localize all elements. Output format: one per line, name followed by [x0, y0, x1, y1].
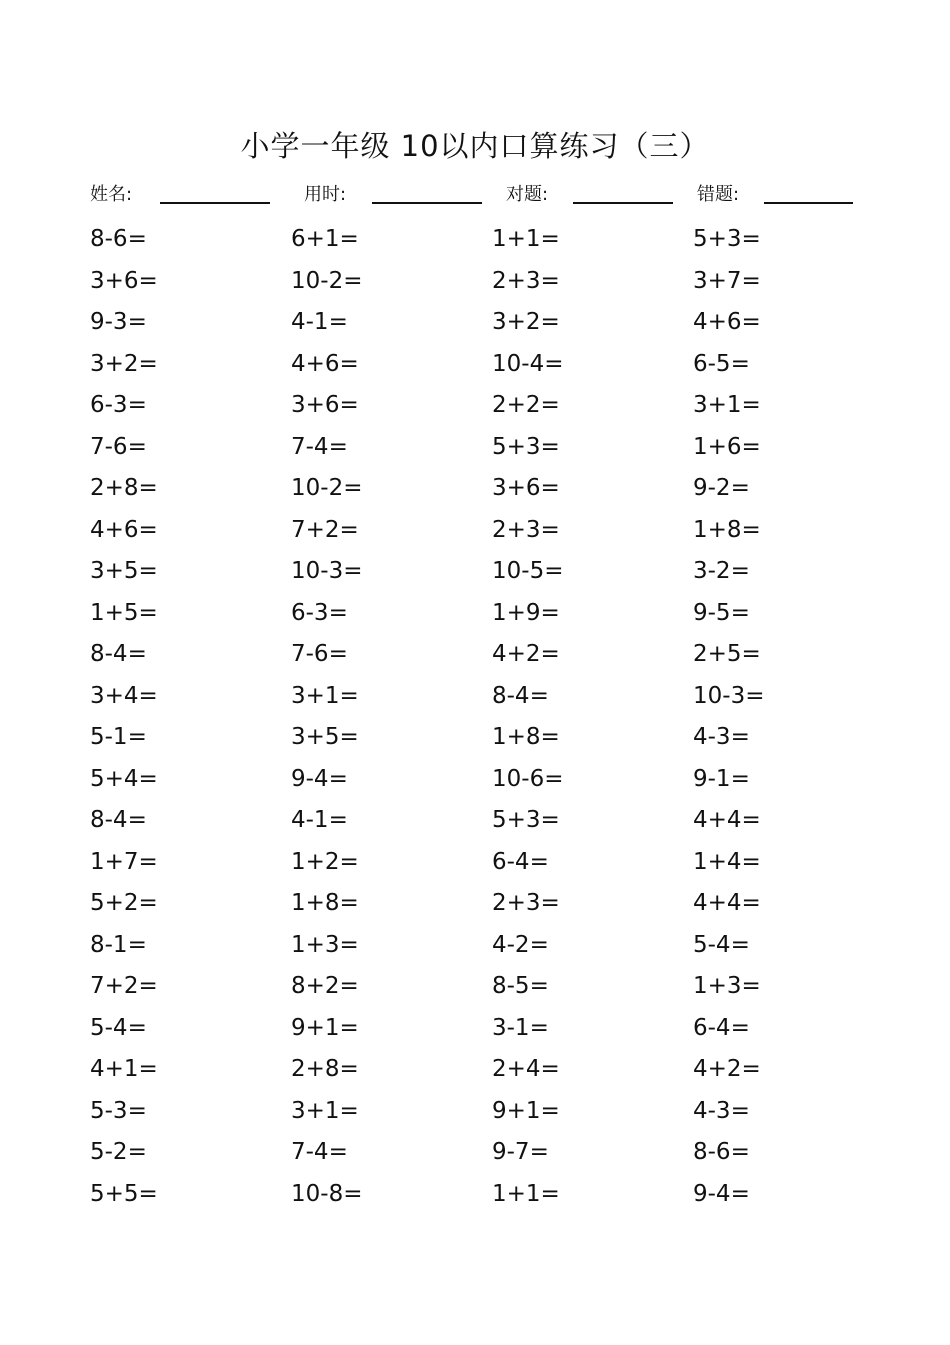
wrong-blank-line[interactable] — [764, 202, 853, 204]
math-problem: 9-1= — [693, 765, 750, 792]
math-problem: 2+3= — [492, 890, 560, 916]
problem-row — [0, 1139, 950, 1169]
math-problem: 1+9= — [492, 599, 560, 626]
math-problem: 10-2= — [291, 475, 363, 501]
math-problem: 10-5= — [492, 558, 564, 584]
correct-blank-line[interactable] — [573, 202, 673, 204]
problem-row — [0, 641, 950, 671]
math-problem: 4-3= — [693, 724, 750, 750]
math-problem: 4+6= — [693, 309, 761, 335]
math-problem: 5-3= — [90, 1097, 147, 1124]
math-problem: 9-7= — [492, 1139, 549, 1165]
problem-row — [0, 890, 950, 920]
math-problem: 1+7= — [90, 848, 158, 875]
math-problem: 4-1= — [291, 807, 348, 833]
math-problem: 2+4= — [492, 1056, 560, 1082]
math-problem: 3+1= — [291, 1097, 359, 1124]
problem-row — [0, 724, 950, 754]
math-problem: 6-3= — [90, 392, 147, 418]
math-problem: 3+2= — [90, 350, 158, 377]
math-problem: 7+2= — [291, 516, 359, 543]
math-problem: 10-2= — [291, 267, 363, 294]
math-problem: 5+2= — [90, 890, 158, 916]
math-problem: 7-4= — [291, 433, 348, 460]
problem-row — [0, 973, 950, 1003]
math-problem: 7-4= — [291, 1139, 348, 1165]
math-problem: 3+5= — [90, 558, 158, 584]
problem-row — [0, 1181, 950, 1211]
math-problem: 3-2= — [693, 558, 750, 584]
math-problem: 8-6= — [693, 1139, 750, 1165]
math-problem: 3+5= — [291, 724, 359, 750]
math-problem: 3+6= — [291, 392, 359, 418]
math-problem: 3+6= — [90, 267, 158, 294]
problem-row — [0, 807, 950, 837]
math-problem: 3+2= — [492, 309, 560, 335]
math-problem: 8-6= — [90, 226, 147, 252]
math-problem: 9-2= — [693, 475, 750, 501]
math-problem: 1+3= — [693, 973, 761, 999]
problem-row — [0, 226, 950, 256]
math-problem: 9+1= — [291, 1014, 359, 1041]
math-problem: 1+2= — [291, 848, 359, 875]
math-problem: 3-1= — [492, 1014, 549, 1041]
math-problem: 2+8= — [90, 475, 158, 501]
problem-row — [0, 351, 950, 381]
time-label: 用时: — [304, 184, 347, 205]
math-problem: 4-2= — [492, 931, 549, 958]
math-problem: 4+2= — [492, 641, 560, 667]
math-problem: 1+8= — [492, 724, 560, 750]
math-problem: 10-3= — [291, 558, 363, 584]
wrong-label: 错题: — [697, 184, 740, 205]
math-problem: 3+6= — [492, 475, 560, 501]
math-problem: 5-1= — [90, 724, 147, 750]
math-problem: 2+2= — [492, 392, 560, 418]
math-problem: 3+1= — [291, 682, 359, 709]
problem-row — [0, 268, 950, 298]
math-problem: 2+5= — [693, 641, 761, 667]
math-problem: 5-2= — [90, 1139, 147, 1165]
math-problem: 7+2= — [90, 973, 158, 999]
math-problem: 8-4= — [90, 807, 147, 833]
math-problem: 10-8= — [291, 1180, 363, 1207]
math-problem: 2+3= — [492, 267, 560, 294]
math-problem: 7-6= — [291, 641, 348, 667]
math-problem: 1+5= — [90, 599, 158, 626]
math-problem: 4+2= — [693, 1056, 761, 1082]
math-problem: 5-4= — [693, 931, 750, 958]
math-problem: 4+4= — [693, 890, 761, 916]
math-problem: 10-4= — [492, 350, 564, 377]
problem-row — [0, 1015, 950, 1045]
math-problem: 4+6= — [90, 516, 158, 543]
math-problem: 1+4= — [693, 848, 761, 875]
math-problem: 9-3= — [90, 309, 147, 335]
math-problem: 5+3= — [492, 807, 560, 833]
math-problem: 3+1= — [693, 392, 761, 418]
worksheet-title: 小学一年级 10以内口算练习（三） — [240, 129, 710, 163]
name-label: 姓名: — [90, 184, 133, 205]
math-problem: 5+3= — [693, 226, 761, 252]
math-problem: 4-3= — [693, 1097, 750, 1124]
math-problem: 5+5= — [90, 1180, 158, 1207]
math-problem: 5-4= — [90, 1014, 147, 1041]
correct-label: 对题: — [506, 184, 549, 205]
math-problem: 8+2= — [291, 973, 359, 999]
math-problem: 1+1= — [492, 226, 560, 252]
problem-row — [0, 309, 950, 339]
problem-row — [0, 600, 950, 630]
math-problem: 2+3= — [492, 516, 560, 543]
problem-row — [0, 434, 950, 464]
math-problem: 3+4= — [90, 682, 158, 709]
math-problem: 4+4= — [693, 807, 761, 833]
math-problem: 1+6= — [693, 433, 761, 460]
math-problem: 10-6= — [492, 765, 564, 792]
student-info-fields — [0, 178, 950, 208]
math-problem: 1+8= — [693, 516, 761, 543]
math-problem: 8-1= — [90, 931, 147, 958]
name-blank-line[interactable] — [160, 202, 270, 204]
math-problem: 10-3= — [693, 682, 765, 709]
math-problem: 7-6= — [90, 433, 147, 460]
math-problem: 9+1= — [492, 1097, 560, 1124]
math-problem: 8-4= — [90, 641, 147, 667]
math-problem: 8-5= — [492, 973, 549, 999]
math-problem: 9-4= — [291, 765, 348, 792]
math-problem: 1+1= — [492, 1180, 560, 1207]
math-problem: 9-5= — [693, 599, 750, 626]
math-problem: 9-4= — [693, 1180, 750, 1207]
math-problem: 1+8= — [291, 890, 359, 916]
math-problem: 6-5= — [693, 350, 750, 377]
math-problem: 6+1= — [291, 226, 359, 252]
problem-row — [0, 766, 950, 796]
math-problem: 8-4= — [492, 682, 549, 709]
math-problem: 5+3= — [492, 433, 560, 460]
math-problem: 4+6= — [291, 350, 359, 377]
math-problem: 5+4= — [90, 765, 158, 792]
problem-row — [0, 517, 950, 547]
math-problem: 3+7= — [693, 267, 761, 294]
time-blank-line[interactable] — [372, 202, 482, 204]
math-problem: 2+8= — [291, 1056, 359, 1082]
math-problem: 4-1= — [291, 309, 348, 335]
math-problem: 6-3= — [291, 599, 348, 626]
problem-row — [0, 558, 950, 588]
problem-row — [0, 932, 950, 962]
problem-row — [0, 1098, 950, 1128]
math-problem: 6-4= — [492, 848, 549, 875]
math-problem: 1+3= — [291, 931, 359, 958]
math-problem: 6-4= — [693, 1014, 750, 1041]
problem-row — [0, 392, 950, 422]
math-problem: 4+1= — [90, 1056, 158, 1082]
problem-row — [0, 849, 950, 879]
problem-row — [0, 475, 950, 505]
problem-row — [0, 683, 950, 713]
problem-row — [0, 1056, 950, 1086]
